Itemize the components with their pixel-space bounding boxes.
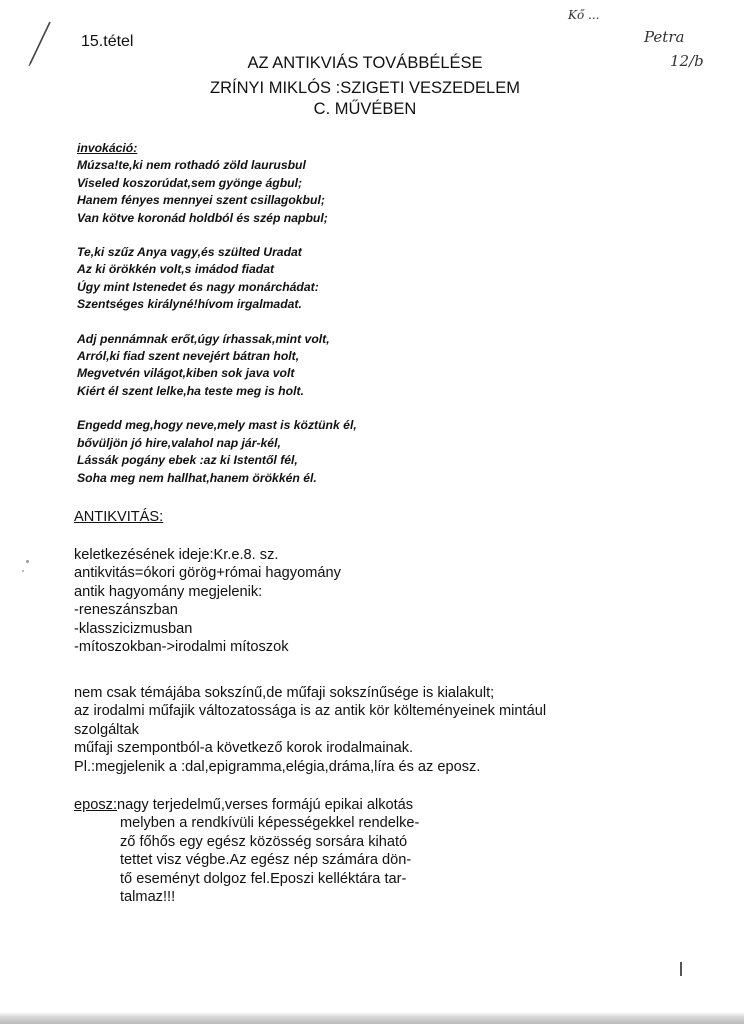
margin-pencil-mark (24, 20, 54, 68)
antikvitas-list (74, 546, 341, 656)
eposz-first-line: nagy terjedelmű,verses formájú epikai alkotás (117, 797, 414, 813)
poem-heading: invokáció: (77, 141, 138, 155)
poem-line: Soha meg nem hallhat,hanem örökkén él. (77, 470, 317, 485)
eposz-line: talmaz!!! (120, 889, 176, 906)
eposz-line: tő eseményt dolgoz fel.Eposzi kelléktára tar- (120, 870, 407, 887)
poem-line: Arról,ki fiad szent nevejért bátran holt, (77, 349, 300, 364)
poem-line: Az ki örökkén volt,s imádod fiadat (77, 262, 275, 277)
antikvitas-line: keletkezésének ideje:Kr.e.8. sz. (74, 547, 279, 563)
poem-line: Hanem fényes mennyei szent csillagokbul; (77, 193, 325, 208)
poem-line: Múzsa!te,ki nem rothadó zöld laurusbul (77, 158, 306, 173)
eposz-line: tettet visz végbe.Az egész nép számára dön- (120, 852, 412, 869)
scan-speck (26, 560, 29, 563)
eposz-term: eposz: (74, 797, 117, 813)
handwritten-grade: 12/b (670, 52, 704, 70)
poem-line: Megvetvén világot,kiben sok java volt (77, 366, 295, 381)
antikvitas-line: antikvitás=ókori görög+római hagyomány (74, 565, 341, 582)
scan-speck (22, 570, 24, 572)
eposz-line: ző főhős egy egész közösség sorsára kiható (120, 833, 408, 850)
antikvitas-line: -reneszánszban (74, 602, 178, 619)
antikvitas-heading: ANTIKVITÁS: (74, 509, 164, 525)
topic-number: 15.tétel (81, 33, 134, 50)
eposz-definition (74, 796, 419, 906)
page-title-line-1: AZ ANTIKVIÁS TOVÁBBÉLÉSE (247, 54, 483, 72)
poem-line: Viseled koszorúdat,sem gyönge ágbul; (77, 175, 303, 190)
mufaj-line: Pl.:megjelenik a :dal,epigramma,elégia,dráma,líra és az eposz. (74, 758, 481, 775)
antikvitas-line: -klasszicizmusban (74, 620, 193, 637)
scan-bottom-edge (0, 1012, 744, 1024)
mufaj-line: szolgáltak (74, 721, 139, 738)
poem-line: Úgy mint Istenedet és nagy monárchádat: (77, 279, 319, 294)
mufaj-paragraph (74, 684, 546, 776)
page-title-line-3: C. MŰVÉBEN (313, 100, 417, 118)
scan-mark (680, 962, 682, 976)
poem-line: bővüljön jó hire,valahol nap jár-kél, (77, 435, 281, 450)
poem-line: Adj pennámnak erőt,úgy írhassak,mint volt, (77, 331, 330, 346)
mufaj-line: nem csak témájába sokszínű,de műfaji sokszínűsége is kialakult; (74, 685, 495, 701)
poem-line: Kiért él szent lelke,ha teste meg is holt. (77, 383, 304, 398)
poem-line: Szentséges királyné!hívom irgalmadat. (77, 297, 302, 312)
mufaj-line: műfaji szempontból-a következő korok irodalmainak. (74, 740, 414, 757)
poem-section (77, 140, 357, 487)
antikvitas-line: antik hagyomány megjelenik: (74, 583, 263, 600)
poem-line: Lássák pogány ebek :az ki Istentől fél, (77, 453, 298, 468)
poem-line: Engedd meg,hogy neve,mely mast is köztünk él, (77, 418, 357, 433)
poem-line: Te,ki szűz Anya vagy,és szülted Uradat (77, 245, 302, 260)
antikvitas-line: -mítoszokban->irodalmi mítoszok (74, 639, 289, 656)
mufaj-line: az irodalmi műfajik változatossága is az antik kör költeményeinek mintául (74, 703, 547, 720)
handwritten-note-top: Kő ... (568, 8, 600, 22)
handwritten-name: Petra (644, 28, 685, 46)
page-title-line-2: ZRÍNYI MIKLÓS :SZIGETI VESZEDELEM (210, 79, 520, 97)
poem-line: Van kötve koronád holdból és szép napbul; (77, 210, 328, 225)
eposz-line: melyben a rendkívüli képességekkel rendelke- (120, 815, 420, 832)
